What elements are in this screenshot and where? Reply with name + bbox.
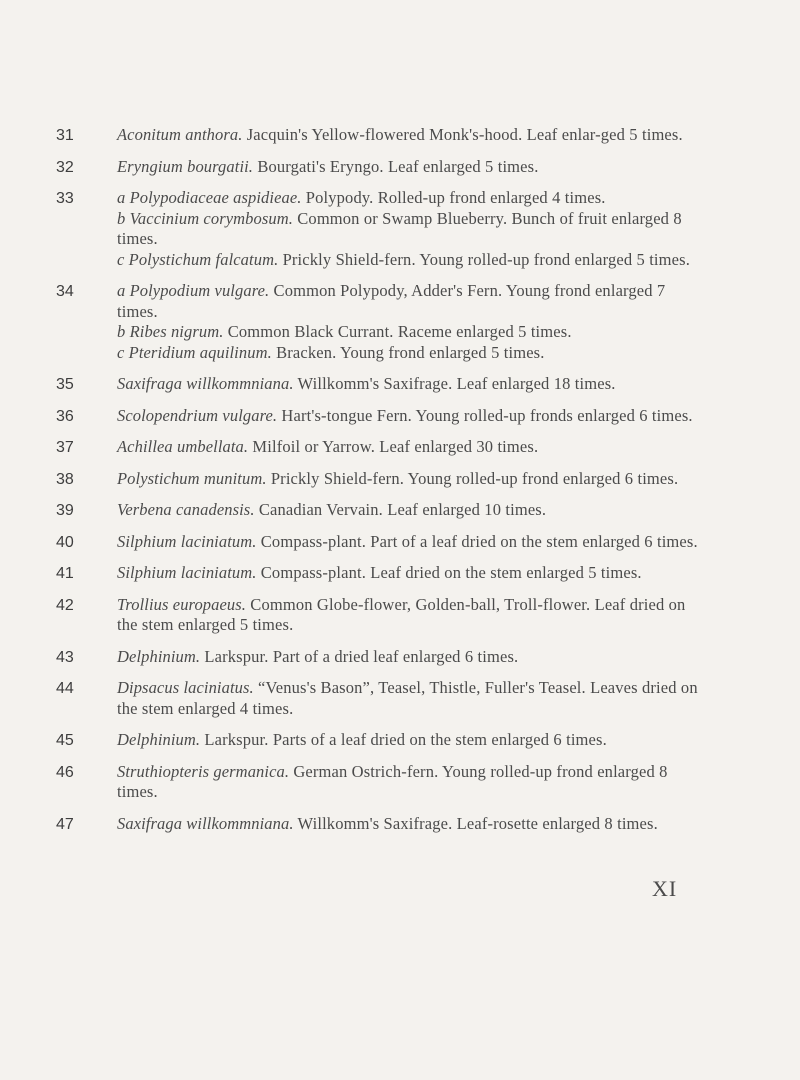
plate-description	[117, 730, 703, 751]
species-name: b Vaccinium corymbosum.	[117, 208, 293, 228]
plate-number: 31	[56, 127, 74, 144]
species-name: Trollius europaeus.	[117, 594, 247, 614]
species-description: Common or Swamp Blueberry. Bunch of fruit enlarged 8 times.	[117, 208, 682, 248]
species-name: Achillea umbellata.	[117, 437, 249, 456]
species-name: a Polypodium vulgare.	[117, 281, 270, 300]
plate-entry	[0, 762, 800, 803]
plate-entry	[0, 500, 800, 521]
species-name: Dipsacus laciniatus.	[117, 678, 254, 697]
species-description: Larkspur. Part of a dried leaf enlarged 6 times.	[200, 646, 519, 666]
species-name: Struthiopteris germanica.	[117, 761, 290, 781]
plate-number: 45	[56, 732, 74, 749]
plate-description	[117, 188, 703, 270]
description-line	[117, 343, 703, 364]
description-line	[117, 125, 703, 146]
species-description: Common Polypody, Adder's Fern. Young frond enlarged 7 times.	[117, 281, 666, 321]
plate-description	[117, 281, 703, 363]
species-name: Saxifraga willkommniana.	[117, 813, 294, 833]
species-description: Compass-plant. Part of a leaf dried on the stem enlarged 6 times.	[256, 531, 698, 551]
plate-description	[117, 678, 703, 719]
plate-entry	[0, 374, 800, 395]
plate-entry	[0, 125, 800, 146]
plate-list	[0, 125, 800, 845]
species-name: Scolopendrium vulgare.	[117, 405, 278, 425]
plate-entry	[0, 678, 800, 719]
description-line	[117, 647, 703, 668]
description-line	[117, 437, 703, 458]
description-line	[117, 595, 703, 636]
species-description: Polypody. Rolled-up frond enlarged 4 times.	[301, 188, 606, 207]
description-line	[117, 406, 703, 427]
plate-number: 40	[56, 533, 74, 551]
species-description: German Ostrich-fern. Young rolled-up frond enlarged 8 times.	[117, 761, 668, 801]
plate-entry	[0, 814, 800, 835]
plate-number: 41	[56, 565, 74, 582]
plate-number: 47	[56, 815, 74, 833]
plate-number: 32	[56, 158, 74, 176]
description-line	[117, 157, 703, 178]
plate-number: 36	[56, 407, 74, 425]
species-name: Saxifraga willkommniana.	[117, 374, 294, 393]
plate-number: 34	[56, 283, 74, 300]
plate-description	[117, 563, 703, 584]
plate-entry	[0, 595, 800, 636]
species-name: a Polypodiaceae aspidieae.	[117, 188, 302, 207]
species-name: Verbena canadensis.	[117, 500, 255, 519]
description-line	[117, 469, 703, 490]
plate-number: 42	[56, 596, 74, 614]
species-description: Bracken. Young frond enlarged 5 times.	[271, 342, 545, 362]
plate-entry	[0, 647, 800, 668]
plate-number: 43	[56, 648, 74, 666]
plate-entry	[0, 406, 800, 427]
plate-entry	[0, 188, 800, 270]
description-line	[117, 678, 703, 719]
plate-entry	[0, 437, 800, 458]
plate-description	[117, 437, 703, 458]
species-description: Willkomm's Saxifrage. Leaf enlarged 18 times.	[293, 374, 616, 393]
page-number: XI	[652, 876, 678, 901]
plate-description	[117, 595, 703, 636]
description-line	[117, 730, 703, 751]
description-line	[117, 532, 703, 553]
description-line	[117, 250, 703, 271]
description-line	[117, 281, 703, 322]
plate-entry	[0, 563, 800, 584]
plate-description	[117, 406, 703, 427]
species-description: Common Globe-flower, Golden-ball, Troll-flower. Leaf dried on the stem enlarged 5 times.	[117, 594, 686, 634]
plate-number: 38	[56, 470, 74, 488]
plate-entry	[0, 730, 800, 751]
plate-entry	[0, 469, 800, 490]
plate-number: 39	[56, 502, 74, 519]
species-description: Willkomm's Saxifrage. Leaf-rosette enlarged 8 times.	[293, 813, 658, 833]
species-name: Eryngium bourgatii.	[117, 156, 254, 176]
species-description: Jacquin's Yellow-flowered Monk's-hood. Leaf enlar-ged 5 times.	[242, 125, 683, 144]
plate-description	[117, 814, 703, 835]
species-name: Delphinium.	[117, 646, 201, 666]
plate-number: 46	[56, 763, 74, 781]
species-name: Aconitum anthora.	[117, 125, 243, 144]
description-line	[117, 762, 703, 803]
plate-entry	[0, 157, 800, 178]
plate-entry	[0, 532, 800, 553]
description-line	[117, 209, 703, 250]
plate-description	[117, 469, 703, 490]
species-name: b Ribes nigrum.	[117, 322, 224, 341]
species-description: Compass-plant. Leaf dried on the stem enlarged 5 times.	[256, 563, 642, 582]
species-description: Larkspur. Parts of a leaf dried on the stem enlarged 6 times.	[200, 730, 607, 749]
plate-description	[117, 374, 703, 395]
species-description: Milfoil or Yarrow. Leaf enlarged 30 times.	[248, 437, 539, 456]
description-line	[117, 374, 703, 395]
species-name: c Polystichum falcatum.	[117, 249, 279, 269]
species-description: Canadian Vervain. Leaf enlarged 10 times.	[254, 500, 547, 519]
plate-number: 37	[56, 439, 74, 456]
description-line	[117, 814, 703, 835]
species-description: Common Black Currant. Raceme enlarged 5 times.	[223, 322, 572, 341]
plate-number: 44	[56, 680, 74, 697]
plate-description	[117, 762, 703, 803]
species-name: Silphium laciniatum.	[117, 531, 257, 551]
plate-number: 35	[56, 376, 74, 393]
plate-description	[117, 157, 703, 178]
description-line	[117, 563, 703, 584]
plate-description	[117, 125, 703, 146]
species-name: Polystichum munitum.	[117, 468, 267, 488]
plate-number: 33	[56, 190, 74, 207]
species-description: Prickly Shield-fern. Young rolled-up frond enlarged 6 times.	[266, 468, 679, 488]
description-line	[117, 188, 703, 209]
plate-description	[117, 532, 703, 553]
species-description: Bourgati's Eryngo. Leaf enlarged 5 times.	[253, 156, 539, 176]
species-name: c Pteridium aquilinum.	[117, 342, 272, 362]
plate-description	[117, 647, 703, 668]
species-name: Delphinium.	[117, 730, 201, 749]
species-description: Prickly Shield-fern. Young rolled-up frond enlarged 5 times.	[278, 249, 690, 269]
plate-description	[117, 500, 703, 521]
species-description: “Venus's Bason”, Teasel, Thistle, Fuller's Teasel. Leaves dried on the stem enlarged 4 times.	[117, 678, 698, 718]
description-line	[117, 322, 703, 343]
plate-entry	[0, 281, 800, 363]
species-description: Hart's-tongue Fern. Young rolled-up fronds enlarged 6 times.	[277, 405, 693, 425]
description-line	[117, 500, 703, 521]
species-name: Silphium laciniatum.	[117, 563, 257, 582]
